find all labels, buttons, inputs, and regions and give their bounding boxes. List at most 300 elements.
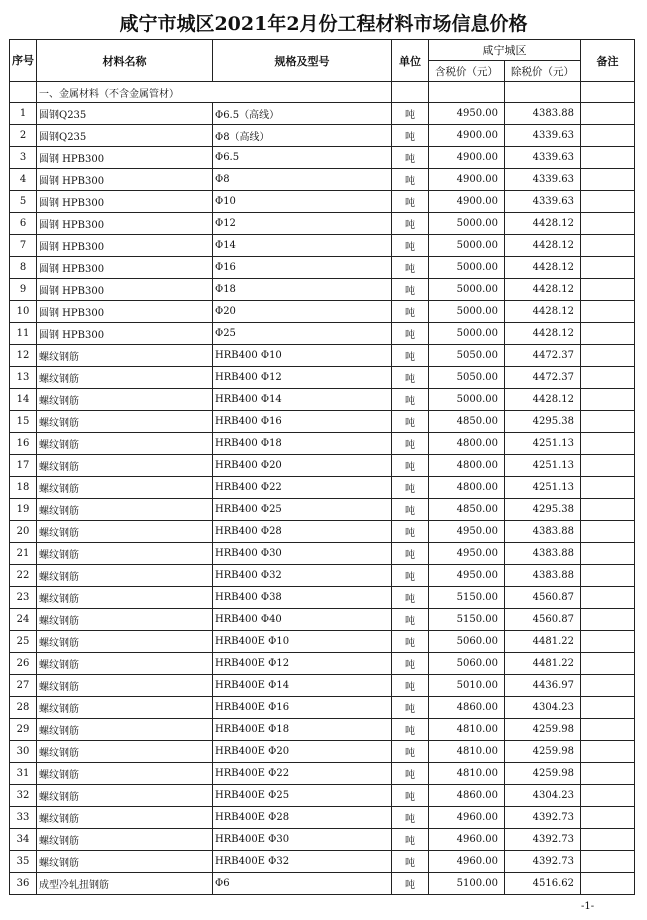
material-name: 圆钢 HPB300 [37,213,213,235]
price-tax-excl: 4259.98 [505,741,581,763]
table-row [10,697,635,719]
table-row [10,785,635,807]
table-row [10,741,635,763]
material-name: 螺纹钢筋 [37,697,213,719]
price-tax-excl: 4251.13 [505,455,581,477]
price-tax-excl: 4339.63 [505,169,581,191]
row-number: 30 [10,741,37,763]
price-tax-incl: 4800.00 [429,455,505,477]
material-spec: HRB400 Φ10 [213,345,392,367]
row-number: 31 [10,763,37,785]
price-tax-incl: 5000.00 [429,213,505,235]
material-spec: HRB400E Φ20 [213,741,392,763]
unit: 吨 [392,587,429,609]
material-name: 螺纹钢筋 [37,719,213,741]
material-spec: HRB400E Φ32 [213,851,392,873]
material-name: 螺纹钢筋 [37,433,213,455]
remark [581,257,635,279]
table-row [10,499,635,521]
price-tax-excl: 4436.97 [505,675,581,697]
remark [581,433,635,455]
material-name: 螺纹钢筋 [37,389,213,411]
row-number: 4 [10,169,37,191]
row-number: 26 [10,653,37,675]
price-tax-excl: 4428.12 [505,279,581,301]
remark [581,851,635,873]
remark [581,455,635,477]
price-tax-incl: 5000.00 [429,235,505,257]
table-row [10,719,635,741]
price-tax-incl: 5000.00 [429,257,505,279]
material-spec: Φ18 [213,279,392,301]
row-number: 35 [10,851,37,873]
unit: 吨 [392,191,429,213]
price-tax-incl: 4900.00 [429,147,505,169]
price-table [9,39,635,895]
material-spec: HRB400 Φ18 [213,433,392,455]
table-row [10,147,635,169]
material-spec: HRB400 Φ38 [213,587,392,609]
material-name: 成型冷轧扭钢筋 [37,873,213,895]
price-tax-incl: 4950.00 [429,543,505,565]
remark [581,763,635,785]
price-tax-excl: 4304.23 [505,785,581,807]
table-row [10,675,635,697]
row-number: 18 [10,477,37,499]
material-name: 圆钢Q235 [37,103,213,125]
material-name: 螺纹钢筋 [37,741,213,763]
remark [581,169,635,191]
remark [581,565,635,587]
section-title: 一、金属材料（不含金属管材） [37,82,392,103]
unit: 吨 [392,147,429,169]
unit: 吨 [392,565,429,587]
price-tax-incl: 4860.00 [429,697,505,719]
price-tax-excl: 4339.63 [505,147,581,169]
price-tax-incl: 5050.00 [429,367,505,389]
material-name: 圆钢 HPB300 [37,279,213,301]
price-tax-excl: 4251.13 [505,433,581,455]
price-tax-incl: 4960.00 [429,851,505,873]
remark [581,477,635,499]
unit: 吨 [392,543,429,565]
price-tax-incl: 5000.00 [429,323,505,345]
row-number: 15 [10,411,37,433]
price-tax-excl: 4516.62 [505,873,581,895]
table-row [10,301,635,323]
remark [581,301,635,323]
price-tax-incl: 4900.00 [429,169,505,191]
unit: 吨 [392,455,429,477]
material-name: 圆钢 HPB300 [37,257,213,279]
price-tax-incl: 5150.00 [429,609,505,631]
section-row [10,82,635,103]
price-tax-excl: 4560.87 [505,609,581,631]
price-tax-excl: 4481.22 [505,631,581,653]
row-number: 27 [10,675,37,697]
material-name: 螺纹钢筋 [37,411,213,433]
row-number: 22 [10,565,37,587]
header-region: 咸宁城区 [429,40,581,61]
remark [581,213,635,235]
remark [581,741,635,763]
material-name: 圆钢Q235 [37,125,213,147]
row-number: 10 [10,301,37,323]
material-name: 螺纹钢筋 [37,455,213,477]
material-name: 螺纹钢筋 [37,675,213,697]
remark [581,323,635,345]
price-tax-incl: 4810.00 [429,741,505,763]
price-tax-excl: 4383.88 [505,103,581,125]
row-number: 7 [10,235,37,257]
material-name: 螺纹钢筋 [37,345,213,367]
price-tax-incl: 4800.00 [429,433,505,455]
table-row [10,653,635,675]
unit: 吨 [392,301,429,323]
row-number: 23 [10,587,37,609]
remark [581,587,635,609]
price-tax-excl: 4428.12 [505,213,581,235]
table-row [10,521,635,543]
material-spec: HRB400E Φ28 [213,807,392,829]
price-tax-incl: 4960.00 [429,807,505,829]
table-row [10,323,635,345]
price-tax-excl: 4428.12 [505,389,581,411]
row-number: 28 [10,697,37,719]
remark [581,829,635,851]
material-name: 螺纹钢筋 [37,521,213,543]
table-row [10,213,635,235]
unit: 吨 [392,631,429,653]
material-spec: HRB400E Φ12 [213,653,392,675]
price-tax-incl: 4900.00 [429,191,505,213]
price-tax-excl: 4428.12 [505,323,581,345]
material-spec: Φ14 [213,235,392,257]
table-row [10,543,635,565]
price-tax-incl: 4950.00 [429,521,505,543]
remark [581,235,635,257]
remark [581,125,635,147]
row-number: 16 [10,433,37,455]
remark [581,653,635,675]
price-tax-incl: 4850.00 [429,499,505,521]
price-tax-incl: 4810.00 [429,763,505,785]
table-row [10,851,635,873]
material-name: 圆钢 HPB300 [37,191,213,213]
row-number: 5 [10,191,37,213]
remark [581,631,635,653]
row-number: 8 [10,257,37,279]
price-tax-incl: 4860.00 [429,785,505,807]
material-name: 螺纹钢筋 [37,807,213,829]
price-tax-incl: 4950.00 [429,103,505,125]
remark [581,543,635,565]
unit: 吨 [392,653,429,675]
table-row [10,191,635,213]
unit: 吨 [392,873,429,895]
unit: 吨 [392,499,429,521]
material-spec: HRB400E Φ18 [213,719,392,741]
price-tax-excl: 4472.37 [505,367,581,389]
table-row [10,169,635,191]
price-tax-excl: 4251.13 [505,477,581,499]
table-row [10,103,635,125]
row-number: 29 [10,719,37,741]
price-tax-excl: 4428.12 [505,235,581,257]
section-blank-incl [429,82,505,103]
header-seq: 序号 [10,40,37,82]
unit: 吨 [392,279,429,301]
unit: 吨 [392,719,429,741]
price-tax-incl: 5150.00 [429,587,505,609]
material-name: 螺纹钢筋 [37,367,213,389]
material-name: 螺纹钢筋 [37,785,213,807]
unit: 吨 [392,213,429,235]
row-number: 9 [10,279,37,301]
header-tax-incl: 含税价（元） [429,61,505,82]
row-number: 17 [10,455,37,477]
unit: 吨 [392,763,429,785]
material-name: 圆钢 HPB300 [37,169,213,191]
price-tax-incl: 4810.00 [429,719,505,741]
row-number: 13 [10,367,37,389]
remark [581,873,635,895]
table-row [10,125,635,147]
price-tax-excl: 4472.37 [505,345,581,367]
row-number: 20 [10,521,37,543]
remark [581,675,635,697]
row-number: 1 [10,103,37,125]
material-spec: HRB400E Φ30 [213,829,392,851]
price-tax-excl: 4383.88 [505,543,581,565]
price-tax-excl: 4392.73 [505,829,581,851]
unit: 吨 [392,741,429,763]
material-spec: HRB400E Φ10 [213,631,392,653]
unit: 吨 [392,785,429,807]
remark [581,279,635,301]
material-spec: Φ6.5 [213,147,392,169]
price-tax-excl: 4383.88 [505,565,581,587]
section-blank [10,82,37,103]
unit: 吨 [392,697,429,719]
unit: 吨 [392,411,429,433]
row-number: 2 [10,125,37,147]
price-tax-excl: 4339.63 [505,191,581,213]
table-row [10,873,635,895]
unit: 吨 [392,257,429,279]
material-spec: HRB400E Φ25 [213,785,392,807]
section-blank-unit [392,82,429,103]
row-number: 11 [10,323,37,345]
unit: 吨 [392,675,429,697]
material-spec: HRB400 Φ25 [213,499,392,521]
price-tax-incl: 5100.00 [429,873,505,895]
unit: 吨 [392,851,429,873]
remark [581,719,635,741]
price-tax-incl: 4850.00 [429,411,505,433]
remark [581,389,635,411]
table-row [10,609,635,631]
header-spec: 规格及型号 [213,40,392,82]
material-name: 螺纹钢筋 [37,851,213,873]
table-row [10,257,635,279]
unit: 吨 [392,389,429,411]
material-spec: HRB400 Φ22 [213,477,392,499]
unit: 吨 [392,829,429,851]
price-tax-excl: 4428.12 [505,257,581,279]
row-number: 6 [10,213,37,235]
header-remark: 备注 [581,40,635,82]
material-spec: Φ12 [213,213,392,235]
table-row [10,279,635,301]
page-title: 咸宁市城区2021年2月份工程材料市场信息价格 [119,13,528,35]
table-row [10,411,635,433]
section-blank-excl [505,82,581,103]
material-spec: HRB400 Φ40 [213,609,392,631]
price-tax-incl: 5000.00 [429,389,505,411]
price-tax-incl: 4800.00 [429,477,505,499]
remark [581,807,635,829]
table-row [10,367,635,389]
material-spec: Φ6 [213,873,392,895]
material-spec: Φ25 [213,323,392,345]
price-tax-incl: 5010.00 [429,675,505,697]
material-name: 圆钢 HPB300 [37,235,213,257]
price-tax-excl: 4339.63 [505,125,581,147]
price-tax-excl: 4259.98 [505,763,581,785]
row-number: 24 [10,609,37,631]
material-spec: HRB400 Φ12 [213,367,392,389]
material-name: 螺纹钢筋 [37,543,213,565]
price-tax-incl: 5000.00 [429,279,505,301]
material-spec: HRB400 Φ14 [213,389,392,411]
price-tax-excl: 4560.87 [505,587,581,609]
row-number: 33 [10,807,37,829]
price-tax-incl: 4960.00 [429,829,505,851]
unit: 吨 [392,323,429,345]
material-spec: Φ6.5（高线） [213,103,392,125]
row-number: 36 [10,873,37,895]
remark [581,191,635,213]
table-row [10,477,635,499]
section-blank-remark [581,82,635,103]
row-number: 34 [10,829,37,851]
unit: 吨 [392,125,429,147]
table-row [10,389,635,411]
material-spec: Φ20 [213,301,392,323]
row-number: 25 [10,631,37,653]
remark [581,609,635,631]
row-number: 32 [10,785,37,807]
price-tax-incl: 5050.00 [429,345,505,367]
unit: 吨 [392,477,429,499]
remark [581,367,635,389]
remark [581,103,635,125]
row-number: 3 [10,147,37,169]
unit: 吨 [392,521,429,543]
price-tax-incl: 4900.00 [429,125,505,147]
unit: 吨 [392,235,429,257]
price-tax-excl: 4481.22 [505,653,581,675]
table-row [10,565,635,587]
row-number: 14 [10,389,37,411]
material-spec: HRB400 Φ16 [213,411,392,433]
page-number: -1- [581,901,595,912]
material-spec: Φ16 [213,257,392,279]
price-tax-incl: 5000.00 [429,301,505,323]
unit: 吨 [392,345,429,367]
material-spec: HRB400 Φ30 [213,543,392,565]
material-name: 螺纹钢筋 [37,631,213,653]
header-name: 材料名称 [37,40,213,82]
table-row [10,631,635,653]
unit: 吨 [392,103,429,125]
remark [581,499,635,521]
material-name: 圆钢 HPB300 [37,147,213,169]
price-tax-incl: 5060.00 [429,631,505,653]
price-tax-excl: 4295.38 [505,499,581,521]
unit: 吨 [392,433,429,455]
material-spec: HRB400 Φ20 [213,455,392,477]
unit: 吨 [392,367,429,389]
unit: 吨 [392,807,429,829]
unit: 吨 [392,609,429,631]
price-tax-excl: 4304.23 [505,697,581,719]
material-spec: HRB400E Φ16 [213,697,392,719]
price-tax-excl: 4295.38 [505,411,581,433]
material-name: 螺纹钢筋 [37,609,213,631]
price-tax-excl: 4383.88 [505,521,581,543]
material-name: 螺纹钢筋 [37,653,213,675]
unit: 吨 [392,169,429,191]
material-spec: HRB400E Φ14 [213,675,392,697]
material-spec: HRB400 Φ32 [213,565,392,587]
header-row [10,40,635,61]
row-number: 19 [10,499,37,521]
remark [581,697,635,719]
material-name: 圆钢 HPB300 [37,301,213,323]
material-spec: Φ10 [213,191,392,213]
material-name: 螺纹钢筋 [37,763,213,785]
table-row [10,807,635,829]
table-row [10,587,635,609]
table-row [10,763,635,785]
price-tax-excl: 4392.73 [505,807,581,829]
table-row [10,829,635,851]
material-name: 螺纹钢筋 [37,829,213,851]
price-tax-excl: 4259.98 [505,719,581,741]
price-tax-incl: 4950.00 [429,565,505,587]
remark [581,785,635,807]
table-row [10,455,635,477]
material-spec: Φ8 [213,169,392,191]
price-tax-excl: 4428.12 [505,301,581,323]
material-name: 螺纹钢筋 [37,477,213,499]
material-spec: Φ8（高线） [213,125,392,147]
material-name: 圆钢 HPB300 [37,323,213,345]
header-unit: 单位 [392,40,429,82]
material-name: 螺纹钢筋 [37,499,213,521]
material-spec: HRB400E Φ22 [213,763,392,785]
table-row [10,345,635,367]
remark [581,411,635,433]
material-name: 螺纹钢筋 [37,587,213,609]
table-row [10,235,635,257]
row-number: 21 [10,543,37,565]
price-tax-incl: 5060.00 [429,653,505,675]
price-tax-excl: 4392.73 [505,851,581,873]
material-spec: HRB400 Φ28 [213,521,392,543]
